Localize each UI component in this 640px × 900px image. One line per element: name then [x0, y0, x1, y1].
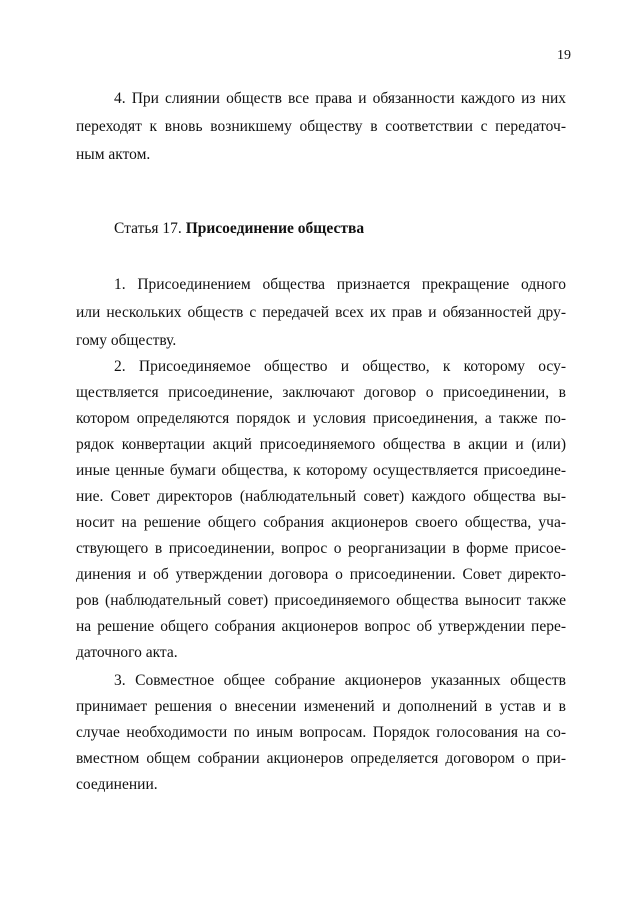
text-line: котором определяются порядок и условия присоединения, а также по- [76, 410, 566, 427]
text-line: вместном общем собрании акционеров определяется договором о при- [76, 750, 566, 767]
article-label: Статья 17. [114, 220, 182, 237]
text-line: или нескольких обществ с передачей всех их прав и обязанностей дру- [76, 304, 566, 321]
text-line: ствующего в присоединении, вопрос о реорганизации в форме присое- [76, 540, 566, 557]
text-line: гому обществу. [76, 332, 177, 349]
text-line: случае необходимости по иным вопросам. Порядок голосования на со- [76, 724, 566, 741]
text-line: 2. Присоединяемое общество и общество, к которому осу- [114, 358, 566, 375]
article-heading [114, 220, 364, 238]
text-line: ным актом. [76, 146, 151, 163]
article-title: Присоединение общества [185, 220, 365, 237]
text-line: ние. Совет директоров (наблюдательный совет) каждого общества вы- [76, 488, 566, 505]
text-line: переходят к вновь возникшему обществу в соответствии с передаточ- [76, 118, 566, 135]
text-line: 3. Совместное общее собрание акционеров указанных обществ [114, 672, 566, 689]
page-number: 19 [557, 48, 571, 63]
text-line: 4. При слиянии обществ все права и обязанности каждого из них [114, 90, 566, 107]
text-line: даточного акта. [76, 644, 178, 661]
text-line: ров (наблюдательный совет) присоединяемого общества выносит также [76, 592, 566, 609]
text-line: соединении. [76, 776, 158, 793]
text-line: на решение общего собрания акционеров вопрос об утверждении пере- [76, 618, 566, 635]
text-line: принимает решения о внесении изменений и дополнений в устав и в [76, 698, 566, 715]
text-line: динения и об утверждении договора о присоединении. Совет директо- [76, 566, 566, 583]
text-line: иные ценные бумаги общества, к которому осуществляется присоедине- [76, 462, 566, 479]
text-line: носит на решение общего собрания акционеров своего общества, уча- [76, 514, 566, 531]
text-line: рядок конвертации акций присоединяемого общества в акции и (или) [76, 436, 566, 453]
text-line: 1. Присоединением общества признается прекращение одного [114, 276, 566, 293]
text-line: ществляется присоединение, заключают договор о присоединении, в [76, 384, 566, 401]
